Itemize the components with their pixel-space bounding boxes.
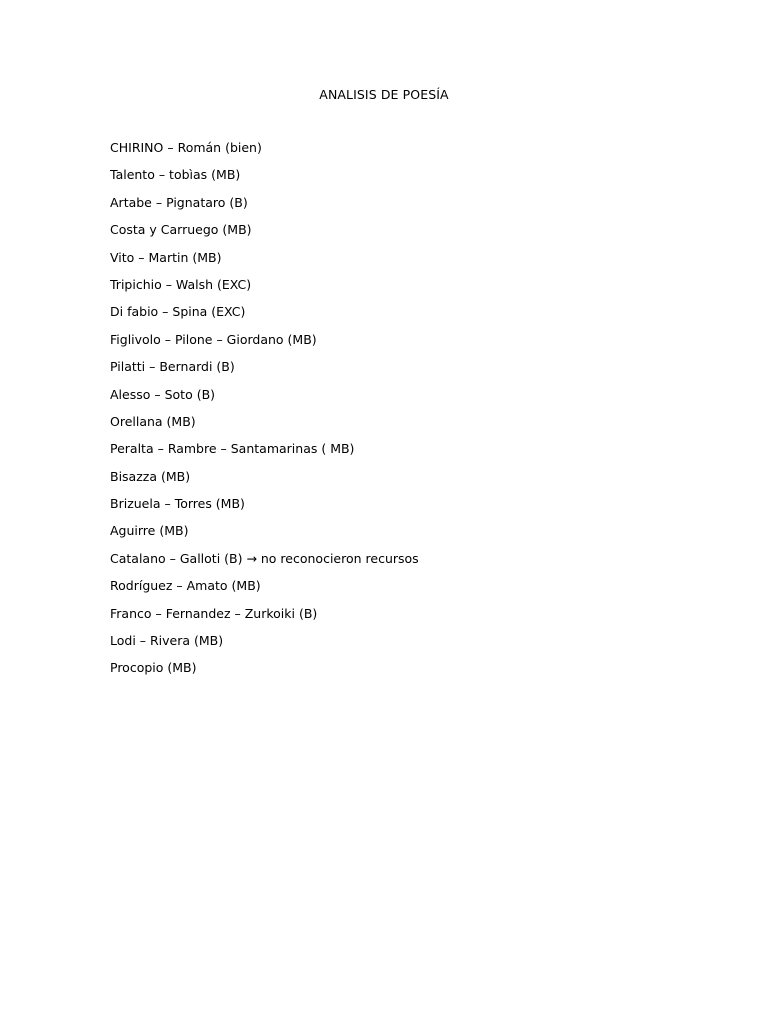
list-item: Procopio (MB) <box>110 660 197 676</box>
list-item: Talento – tobìas (MB) <box>110 167 241 183</box>
list-item: Pilatti – Bernardi (B) <box>110 359 235 375</box>
list-item: Catalano – Galloti (B) → no reconocieron recursos <box>110 550 419 566</box>
list-item: Orellana (MB) <box>110 413 196 429</box>
list-item: Tripichio – Walsh (EXC) <box>110 276 252 292</box>
document-title: ANALISIS DE POESÍA <box>319 87 449 102</box>
list-item: Bisazza (MB) <box>110 468 191 484</box>
list-item: Vito – Martin (MB) <box>110 249 222 265</box>
list-item: Brizuela – Torres (MB) <box>110 496 245 512</box>
list-item: Lodi – Rivera (MB) <box>110 633 224 649</box>
list-item: Franco – Fernandez – Zurkoiki (B) <box>110 605 318 621</box>
entry-list <box>110 139 419 687</box>
list-item: CHIRINO – Román (bien) <box>110 140 262 155</box>
list-item: Di fabio – Spina (EXC) <box>110 304 246 320</box>
list-item: Rodríguez – Amato (MB) <box>110 578 261 594</box>
list-item: Alesso – Soto (B) <box>110 386 216 402</box>
list-item: Aguirre (MB) <box>110 523 189 539</box>
list-item: Artabe – Pignataro (B) <box>110 194 248 210</box>
list-item: Peralta – Rambre – Santamarinas ( MB) <box>110 441 355 457</box>
list-item: Costa y Carruego (MB) <box>110 222 252 238</box>
list-item: Figlivolo – Pilone – Giordano (MB) <box>110 331 317 347</box>
